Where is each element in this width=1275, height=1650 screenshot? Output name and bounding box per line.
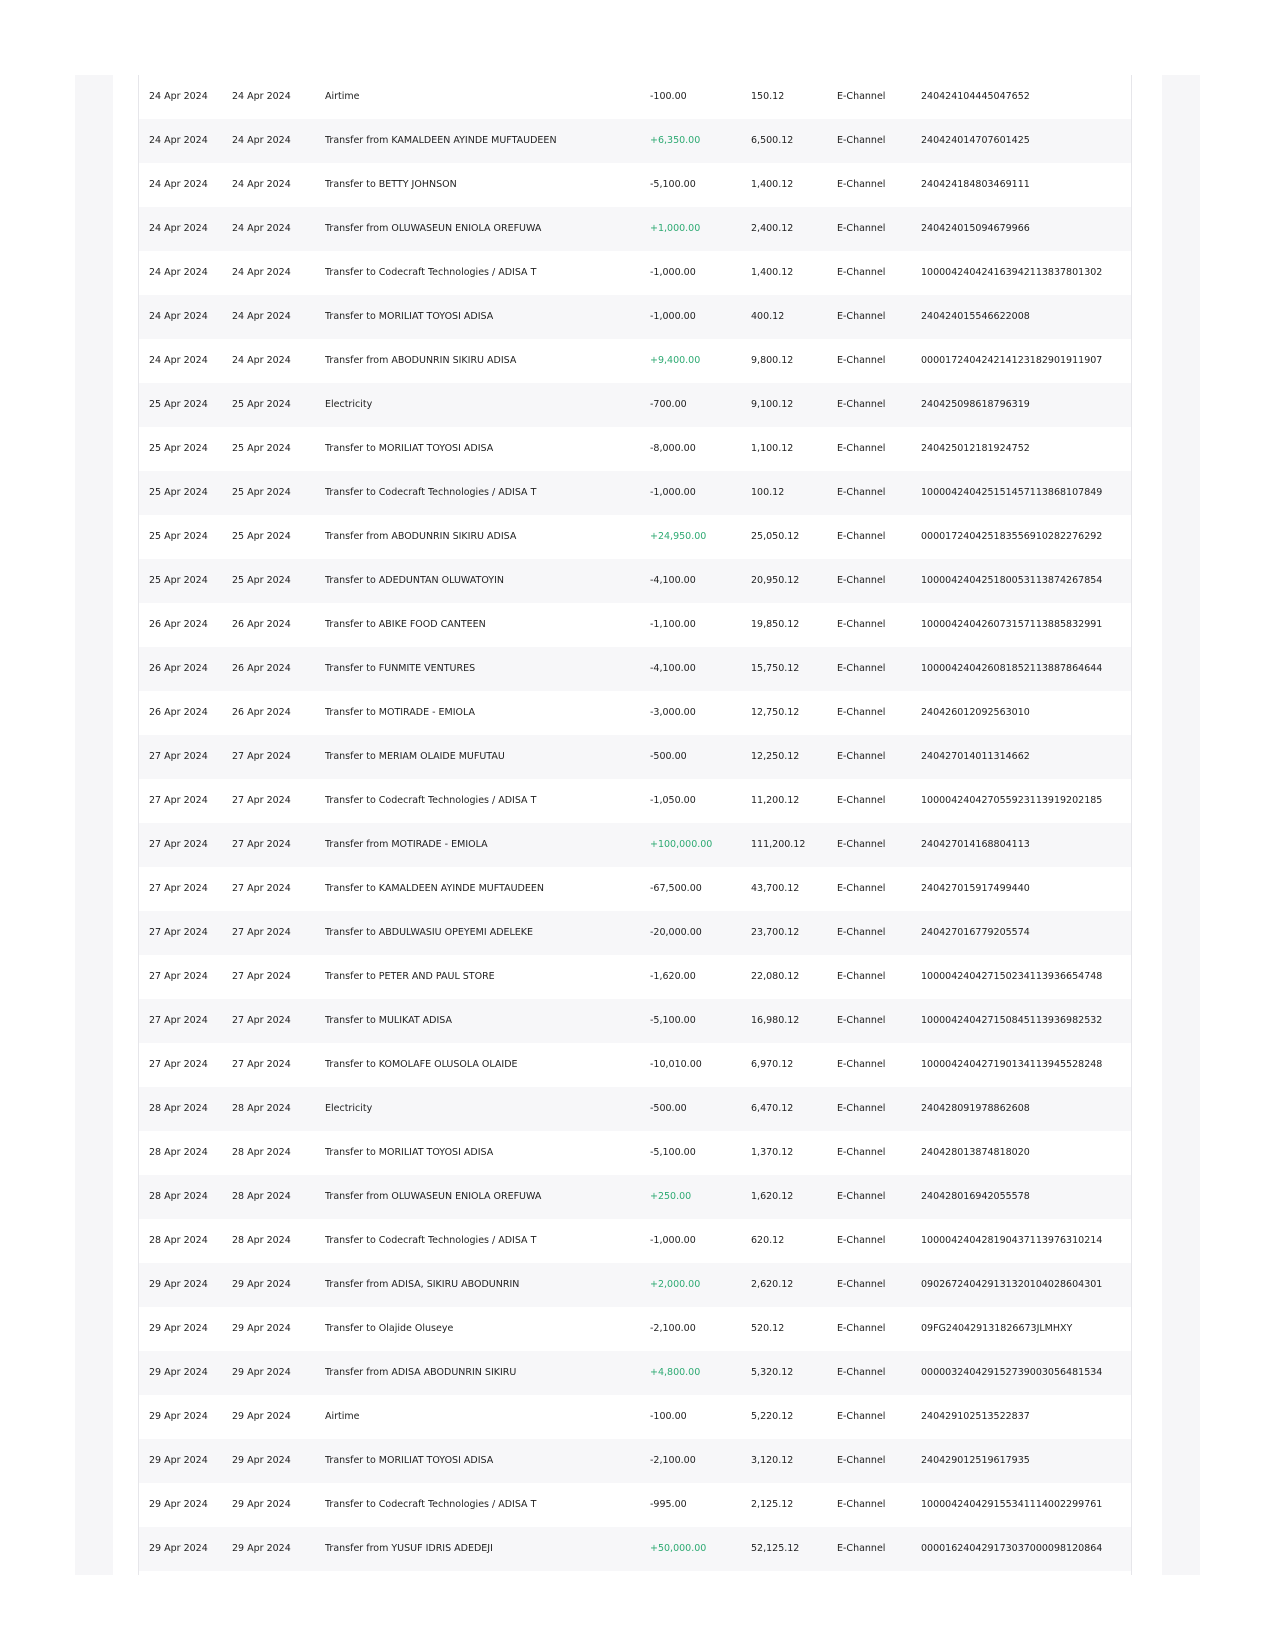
channel-cell: E-Channel [837,1279,886,1290]
value-date-cell: 29 Apr 2024 [232,1455,291,1466]
balance-cell: 100.12 [751,487,785,498]
balance-cell: 22,080.12 [751,971,800,982]
reference-cell: 100004240427150234113936654748 [921,971,1103,982]
transaction-date-cell: 29 Apr 2024 [149,1499,208,1510]
table-row [139,999,1131,1043]
balance-cell: 1,400.12 [751,267,794,278]
transaction-date-cell: 24 Apr 2024 [149,267,208,278]
amount-cell: -995.00 [650,1499,687,1510]
balance-cell: 6,970.12 [751,1059,794,1070]
table-row [139,647,1131,691]
channel-cell: E-Channel [837,1411,886,1422]
table-row [139,1307,1131,1351]
description-cell: Transfer to Olajide Oluseye [325,1323,454,1334]
reference-cell: 240424015546622008 [921,311,1030,322]
transaction-date-cell: 28 Apr 2024 [149,1191,208,1202]
amount-cell: -5,100.00 [650,1015,696,1026]
reference-cell: 240425098618796319 [921,399,1030,410]
value-date-cell: 26 Apr 2024 [232,619,291,630]
table-row [139,1131,1131,1175]
reference-cell: 240428013874818020 [921,1147,1030,1158]
reference-cell: 000016240429173037000098120864 [921,1543,1103,1554]
value-date-cell: 29 Apr 2024 [232,1323,291,1334]
table-row [139,1395,1131,1439]
amount-cell: +100,000.00 [650,839,713,850]
table-row [139,691,1131,735]
transaction-date-cell: 29 Apr 2024 [149,1455,208,1466]
value-date-cell: 25 Apr 2024 [232,443,291,454]
channel-cell: E-Channel [837,795,886,806]
table-row [139,163,1131,207]
reference-cell: 240424015094679966 [921,223,1030,234]
channel-cell: E-Channel [837,1543,886,1554]
description-cell: Transfer to ADEDUNTAN OLUWATOYIN [325,575,505,586]
table-row [139,75,1131,119]
transactions-card [138,75,1132,1575]
description-cell: Transfer to BETTY JOHNSON [325,179,457,190]
amount-cell: +1,000.00 [650,223,701,234]
channel-cell: E-Channel [837,1059,886,1070]
amount-cell: -5,100.00 [650,179,696,190]
amount-cell: -100.00 [650,91,687,102]
transaction-date-cell: 27 Apr 2024 [149,839,208,850]
transactions-body [139,75,1131,1571]
balance-cell: 3,120.12 [751,1455,794,1466]
amount-cell: -1,100.00 [650,619,696,630]
channel-cell: E-Channel [837,1103,886,1114]
value-date-cell: 24 Apr 2024 [232,179,291,190]
channel-cell: E-Channel [837,1455,886,1466]
transaction-date-cell: 27 Apr 2024 [149,751,208,762]
channel-cell: E-Channel [837,971,886,982]
balance-cell: 11,200.12 [751,795,800,806]
description-cell: Transfer from OLUWASEUN ENIOLA OREFUWA [325,1191,542,1202]
value-date-cell: 24 Apr 2024 [232,311,291,322]
reference-cell: 09FG240429131826673JLMHXY [921,1323,1073,1334]
channel-cell: E-Channel [837,443,886,454]
channel-cell: E-Channel [837,1367,886,1378]
amount-cell: -5,100.00 [650,1147,696,1158]
channel-cell: E-Channel [837,355,886,366]
description-cell: Transfer from YUSUF IDRIS ADEDEJI [325,1543,493,1554]
description-cell: Transfer to MORILIAT TOYOSI ADISA [325,1147,494,1158]
transaction-date-cell: 27 Apr 2024 [149,971,208,982]
channel-cell: E-Channel [837,883,886,894]
transaction-date-cell: 25 Apr 2024 [149,531,208,542]
table-row [139,471,1131,515]
balance-cell: 43,700.12 [751,883,800,894]
description-cell: Airtime [325,91,360,102]
reference-cell: 100004240429155341114002299761 [921,1499,1103,1510]
value-date-cell: 24 Apr 2024 [232,223,291,234]
transaction-date-cell: 25 Apr 2024 [149,487,208,498]
value-date-cell: 28 Apr 2024 [232,1147,291,1158]
transaction-date-cell: 26 Apr 2024 [149,619,208,630]
amount-cell: -8,000.00 [650,443,696,454]
value-date-cell: 24 Apr 2024 [232,91,291,102]
reference-cell: 240425012181924752 [921,443,1030,454]
description-cell: Transfer from ADISA, SIKIRU ABODUNRIN [325,1279,520,1290]
transaction-date-cell: 24 Apr 2024 [149,135,208,146]
value-date-cell: 27 Apr 2024 [232,883,291,894]
transaction-date-cell: 28 Apr 2024 [149,1235,208,1246]
reference-cell: 100004240426081852113887864644 [921,663,1103,674]
balance-cell: 19,850.12 [751,619,800,630]
amount-cell: -1,000.00 [650,1235,696,1246]
reference-cell: 100004240424163942113837801302 [921,267,1103,278]
table-row [139,559,1131,603]
reference-cell: 240424014707601425 [921,135,1030,146]
table-row [139,427,1131,471]
balance-cell: 2,620.12 [751,1279,794,1290]
reference-cell: 240427015917499440 [921,883,1030,894]
transaction-date-cell: 27 Apr 2024 [149,1015,208,1026]
value-date-cell: 29 Apr 2024 [232,1499,291,1510]
amount-cell: -1,620.00 [650,971,696,982]
table-row [139,207,1131,251]
table-row [139,603,1131,647]
balance-cell: 12,750.12 [751,707,800,718]
amount-cell: +6,350.00 [650,135,701,146]
transaction-date-cell: 29 Apr 2024 [149,1279,208,1290]
value-date-cell: 27 Apr 2024 [232,971,291,982]
value-date-cell: 27 Apr 2024 [232,839,291,850]
channel-cell: E-Channel [837,135,886,146]
transaction-date-cell: 24 Apr 2024 [149,179,208,190]
table-row [139,911,1131,955]
value-date-cell: 27 Apr 2024 [232,1059,291,1070]
description-cell: Transfer to MULIKAT ADISA [325,1015,452,1026]
amount-cell: -10,010.00 [650,1059,702,1070]
description-cell: Transfer to MORILIAT TOYOSI ADISA [325,443,494,454]
channel-cell: E-Channel [837,575,886,586]
value-date-cell: 24 Apr 2024 [232,355,291,366]
table-row [139,383,1131,427]
channel-cell: E-Channel [837,1235,886,1246]
channel-cell: E-Channel [837,223,886,234]
transaction-date-cell: 29 Apr 2024 [149,1411,208,1422]
amount-cell: +250.00 [650,1191,692,1202]
value-date-cell: 25 Apr 2024 [232,399,291,410]
channel-cell: E-Channel [837,1015,886,1026]
amount-cell: -20,000.00 [650,927,702,938]
value-date-cell: 27 Apr 2024 [232,795,291,806]
amount-cell: +24,950.00 [650,531,707,542]
amount-cell: -1,000.00 [650,487,696,498]
balance-cell: 5,320.12 [751,1367,794,1378]
table-row [139,1175,1131,1219]
reference-cell: 100004240427190134113945528248 [921,1059,1103,1070]
transaction-date-cell: 27 Apr 2024 [149,1059,208,1070]
balance-cell: 25,050.12 [751,531,800,542]
balance-cell: 1,620.12 [751,1191,794,1202]
description-cell: Transfer to Codecraft Technologies / ADISA T [325,1235,537,1246]
reference-cell: 090267240429131320104028604301 [921,1279,1103,1290]
table-row [139,515,1131,559]
channel-cell: E-Channel [837,1191,886,1202]
channel-cell: E-Channel [837,267,886,278]
table-row [139,1087,1131,1131]
table-row [139,1043,1131,1087]
description-cell: Transfer from MOTIRADE - EMIOLA [325,839,488,850]
amount-cell: -500.00 [650,751,687,762]
amount-cell: -67,500.00 [650,883,702,894]
table-row [139,823,1131,867]
balance-cell: 1,370.12 [751,1147,794,1158]
description-cell: Transfer to ABDULWASIU OPEYEMI ADELEKE [325,927,534,938]
balance-cell: 23,700.12 [751,927,800,938]
balance-cell: 9,100.12 [751,399,794,410]
balance-cell: 16,980.12 [751,1015,800,1026]
amount-cell: -500.00 [650,1103,687,1114]
transaction-date-cell: 26 Apr 2024 [149,663,208,674]
reference-cell: 000017240424214123182901911907 [921,355,1103,366]
reference-cell: 100004240427150845113936982532 [921,1015,1103,1026]
value-date-cell: 29 Apr 2024 [232,1279,291,1290]
value-date-cell: 29 Apr 2024 [232,1543,291,1554]
reference-cell: 240429102513522837 [921,1411,1030,1422]
amount-cell: -1,000.00 [650,311,696,322]
balance-cell: 520.12 [751,1323,785,1334]
description-cell: Transfer from ADISA ABODUNRIN SIKIRU [325,1367,517,1378]
table-row [139,955,1131,999]
table-row [139,1351,1131,1395]
description-cell: Transfer to Codecraft Technologies / ADISA T [325,487,537,498]
amount-cell: +50,000.00 [650,1543,707,1554]
value-date-cell: 29 Apr 2024 [232,1411,291,1422]
table-row [139,867,1131,911]
reference-cell: 240427016779205574 [921,927,1030,938]
value-date-cell: 25 Apr 2024 [232,531,291,542]
statement-panel [113,75,1162,1575]
statement-page [75,75,1200,1575]
transaction-date-cell: 29 Apr 2024 [149,1323,208,1334]
description-cell: Transfer to MERIAM OLAIDE MUFUTAU [325,751,505,762]
reference-cell: 240427014168804113 [921,839,1030,850]
table-row [139,119,1131,163]
channel-cell: E-Channel [837,531,886,542]
balance-cell: 20,950.12 [751,575,800,586]
channel-cell: E-Channel [837,311,886,322]
balance-cell: 6,500.12 [751,135,794,146]
table-row [139,251,1131,295]
transaction-date-cell: 24 Apr 2024 [149,91,208,102]
description-cell: Transfer to KAMALDEEN AYINDE MUFTAUDEEN [325,883,544,894]
description-cell: Electricity [325,1103,373,1114]
description-cell: Transfer to Codecraft Technologies / ADISA T [325,795,537,806]
description-cell: Transfer to ABIKE FOOD CANTEEN [325,619,486,630]
value-date-cell: 28 Apr 2024 [232,1191,291,1202]
channel-cell: E-Channel [837,1499,886,1510]
amount-cell: -1,050.00 [650,795,696,806]
description-cell: Electricity [325,399,373,410]
balance-cell: 15,750.12 [751,663,800,674]
amount-cell: -100.00 [650,1411,687,1422]
transaction-date-cell: 28 Apr 2024 [149,1147,208,1158]
amount-cell: -3,000.00 [650,707,696,718]
value-date-cell: 26 Apr 2024 [232,663,291,674]
table-row [139,1483,1131,1527]
transaction-date-cell: 27 Apr 2024 [149,795,208,806]
table-row [139,1439,1131,1483]
reference-cell: 100004240425151457113868107849 [921,487,1103,498]
balance-cell: 9,800.12 [751,355,794,366]
channel-cell: E-Channel [837,91,886,102]
reference-cell: 100004240425180053113874267854 [921,575,1103,586]
channel-cell: E-Channel [837,751,886,762]
description-cell: Transfer from ABODUNRIN SIKIRU ADISA [325,531,517,542]
balance-cell: 400.12 [751,311,785,322]
channel-cell: E-Channel [837,663,886,674]
transaction-date-cell: 24 Apr 2024 [149,355,208,366]
transaction-date-cell: 25 Apr 2024 [149,399,208,410]
reference-cell: 100004240426073157113885832991 [921,619,1103,630]
description-cell: Transfer to MORILIAT TOYOSI ADISA [325,1455,494,1466]
amount-cell: -4,100.00 [650,575,696,586]
description-cell: Transfer to KOMOLAFE OLUSOLA OLAIDE [325,1059,518,1070]
table-row [139,1219,1131,1263]
channel-cell: E-Channel [837,707,886,718]
balance-cell: 12,250.12 [751,751,800,762]
amount-cell: -1,000.00 [650,267,696,278]
reference-cell: 240424184803469111 [921,179,1030,190]
value-date-cell: 28 Apr 2024 [232,1103,291,1114]
description-cell: Transfer from KAMALDEEN AYINDE MUFTAUDEEN [325,135,557,146]
description-cell: Airtime [325,1411,360,1422]
reference-cell: 000003240429152739003056481534 [921,1367,1103,1378]
balance-cell: 620.12 [751,1235,785,1246]
amount-cell: -4,100.00 [650,663,696,674]
amount-cell: +9,400.00 [650,355,701,366]
balance-cell: 52,125.12 [751,1543,800,1554]
description-cell: Transfer to PETER AND PAUL STORE [325,971,495,982]
transaction-date-cell: 28 Apr 2024 [149,1103,208,1114]
value-date-cell: 27 Apr 2024 [232,1015,291,1026]
reference-cell: 000017240425183556910282276292 [921,531,1103,542]
amount-cell: +2,000.00 [650,1279,701,1290]
amount-cell: -2,100.00 [650,1323,696,1334]
description-cell: Transfer from ABODUNRIN SIKIRU ADISA [325,355,517,366]
table-row [139,1527,1131,1571]
amount-cell: -2,100.00 [650,1455,696,1466]
reference-cell: 240428091978862608 [921,1103,1030,1114]
description-cell: Transfer to Codecraft Technologies / ADISA T [325,1499,537,1510]
channel-cell: E-Channel [837,839,886,850]
description-cell: Transfer to Codecraft Technologies / ADISA T [325,267,537,278]
balance-cell: 2,400.12 [751,223,794,234]
balance-cell: 1,100.12 [751,443,794,454]
transaction-date-cell: 27 Apr 2024 [149,927,208,938]
value-date-cell: 25 Apr 2024 [232,487,291,498]
value-date-cell: 27 Apr 2024 [232,751,291,762]
balance-cell: 2,125.12 [751,1499,794,1510]
balance-cell: 111,200.12 [751,839,806,850]
transaction-date-cell: 29 Apr 2024 [149,1367,208,1378]
table-row [139,735,1131,779]
transaction-date-cell: 24 Apr 2024 [149,223,208,234]
description-cell: Transfer to MOTIRADE - EMIOLA [325,707,476,718]
table-row [139,779,1131,823]
balance-cell: 150.12 [751,91,785,102]
table-row [139,1263,1131,1307]
reference-cell: 100004240427055923113919202185 [921,795,1103,806]
description-cell: Transfer to FUNMITE VENTURES [325,663,476,674]
channel-cell: E-Channel [837,927,886,938]
amount-cell: -700.00 [650,399,687,410]
transaction-date-cell: 29 Apr 2024 [149,1543,208,1554]
reference-cell: 240424104445047652 [921,91,1030,102]
description-cell: Transfer from OLUWASEUN ENIOLA OREFUWA [325,223,542,234]
value-date-cell: 25 Apr 2024 [232,575,291,586]
transaction-date-cell: 24 Apr 2024 [149,311,208,322]
balance-cell: 1,400.12 [751,179,794,190]
transaction-date-cell: 27 Apr 2024 [149,883,208,894]
balance-cell: 5,220.12 [751,1411,794,1422]
transaction-date-cell: 25 Apr 2024 [149,575,208,586]
reference-cell: 240426012092563010 [921,707,1030,718]
value-date-cell: 27 Apr 2024 [232,927,291,938]
transaction-date-cell: 26 Apr 2024 [149,707,208,718]
channel-cell: E-Channel [837,1323,886,1334]
channel-cell: E-Channel [837,619,886,630]
channel-cell: E-Channel [837,1147,886,1158]
description-cell: Transfer to MORILIAT TOYOSI ADISA [325,311,494,322]
value-date-cell: 29 Apr 2024 [232,1367,291,1378]
value-date-cell: 24 Apr 2024 [232,267,291,278]
reference-cell: 240429012519617935 [921,1455,1030,1466]
transactions-table [139,75,1131,1571]
balance-cell: 6,470.12 [751,1103,794,1114]
value-date-cell: 24 Apr 2024 [232,135,291,146]
reference-cell: 240427014011314662 [921,751,1030,762]
channel-cell: E-Channel [837,179,886,190]
table-row [139,339,1131,383]
reference-cell: 240428016942055578 [921,1191,1030,1202]
table-row [139,295,1131,339]
transaction-date-cell: 25 Apr 2024 [149,443,208,454]
amount-cell: +4,800.00 [650,1367,701,1378]
value-date-cell: 26 Apr 2024 [232,707,291,718]
channel-cell: E-Channel [837,487,886,498]
channel-cell: E-Channel [837,399,886,410]
value-date-cell: 28 Apr 2024 [232,1235,291,1246]
reference-cell: 100004240428190437113976310214 [921,1235,1103,1246]
